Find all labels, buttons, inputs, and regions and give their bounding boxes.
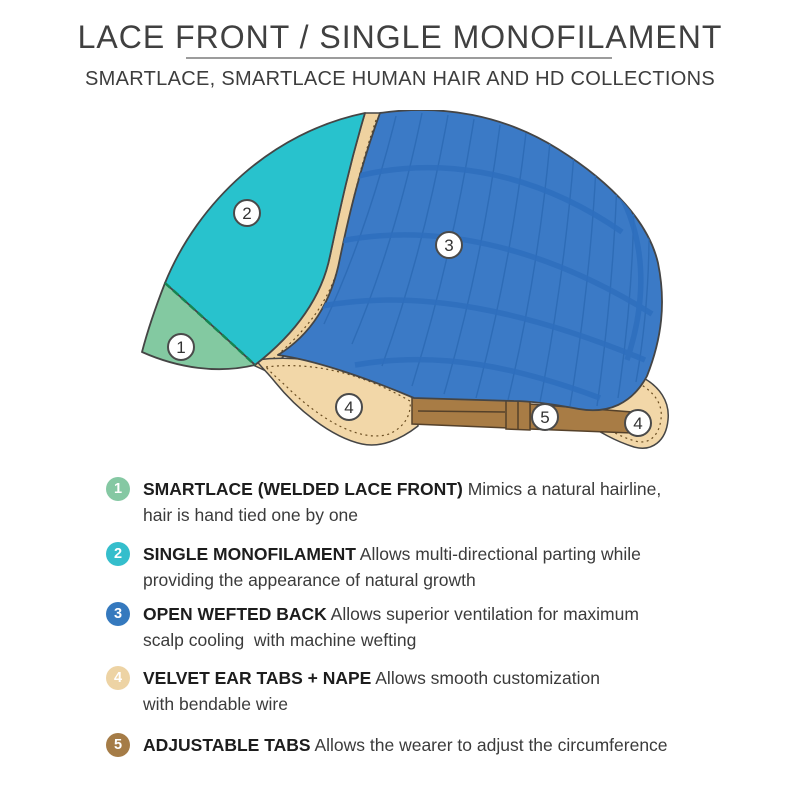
page-subtitle: SMARTLACE, SMARTLACE HUMAN HAIR AND HD COLLECTIONS [85, 68, 715, 90]
callout-4-right [625, 410, 651, 436]
legend-text-line2: hair is hand tied one by one [143, 505, 359, 525]
callout-1 [168, 334, 194, 360]
legend-item-wefted-back [106, 601, 713, 653]
legend-badge-1: 1 [106, 477, 130, 501]
wig-cap-diagram [100, 110, 700, 466]
svg-text:3: 3 [444, 235, 454, 255]
legend-item-adjustable-tabs [106, 732, 713, 758]
legend-text-line2: with bendable wire [143, 694, 288, 714]
legend-item-smartlace [106, 476, 713, 528]
legend-text-line2: scalp cooling with machine wefting [143, 630, 417, 650]
svg-text:1: 1 [176, 337, 186, 357]
svg-text:5: 5 [540, 407, 550, 427]
legend-text-line2: providing the appearance of natural growth [143, 570, 476, 590]
svg-text:4: 4 [633, 413, 643, 433]
callout-3 [436, 232, 462, 258]
legend-item-ear-tabs [106, 665, 713, 717]
legend-text-line1: SMARTLACE (WELDED LACE FRONT) Mimics a natural hairline, [143, 479, 662, 499]
svg-text:2: 2 [242, 203, 252, 223]
legend-badge-4: 4 [106, 666, 130, 690]
callout-5 [532, 404, 558, 430]
wig-cap-svg [100, 110, 700, 466]
legend-badge-3: 3 [106, 602, 130, 626]
title-divider [186, 57, 612, 59]
legend-badge-5: 5 [106, 733, 130, 757]
legend-text-line1: ADJUSTABLE TABS Allows the wearer to adjust the circumference [143, 735, 668, 755]
callout-2 [234, 200, 260, 226]
svg-text:4: 4 [344, 397, 354, 417]
legend-text-line1: OPEN WEFTED BACK Allows superior ventilation for maximum [143, 604, 639, 624]
legend-item-monofilament [106, 541, 713, 593]
callout-4-left [336, 394, 362, 420]
legend-text-line1: SINGLE MONOFILAMENT Allows multi-directional parting while [143, 544, 641, 564]
legend-text-line1: VELVET EAR TABS + NAPE Allows smooth customization [143, 668, 600, 688]
legend-badge-2: 2 [106, 542, 130, 566]
page-title: LACE FRONT / SINGLE MONOFILAMENT [77, 19, 723, 55]
